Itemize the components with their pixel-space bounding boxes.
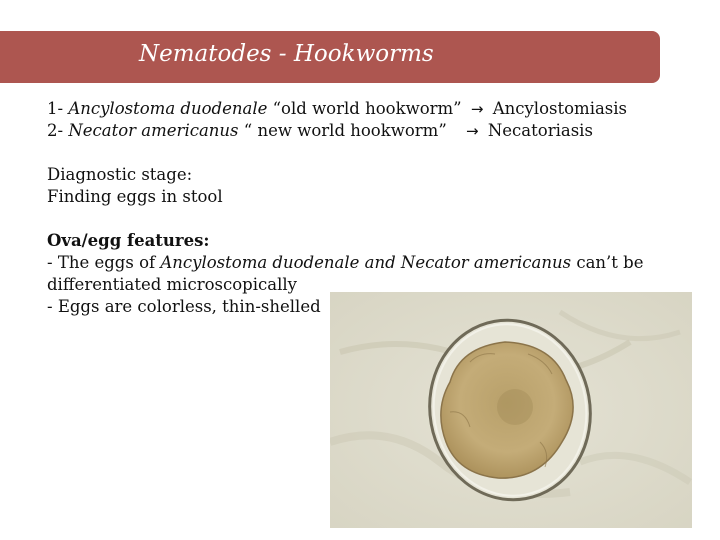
ova-heading: Ova/egg features: — [47, 231, 210, 250]
ova-bullet-1 — [47, 252, 687, 274]
species-disease: Necatoriasis — [487, 121, 593, 140]
species-common-name: “old world hookworm” — [272, 99, 462, 118]
right-arrow-icon: → — [470, 100, 484, 118]
ova-bullet-1-species: Ancylostoma duodenale and Necator americanus — [160, 253, 572, 272]
species-common-name: “ new world hookworm” — [243, 121, 447, 140]
hookworm-egg-micrograph — [330, 292, 692, 528]
species-line-1 — [47, 98, 687, 120]
right-arrow-icon: → — [466, 122, 479, 140]
ova-bullet-1-suffix: can’t be — [571, 253, 644, 272]
species-number: 2- — [47, 121, 64, 140]
species-line-2 — [47, 120, 687, 142]
ova-bullet-1-cont: differentiated microscopically — [47, 275, 297, 294]
species-name: Necator americanus — [68, 121, 239, 140]
species-disease: Ancylostomiasis — [492, 99, 628, 118]
ova-bullet-2: - Eggs are colorless, thin-shelled — [47, 297, 321, 316]
slide-title: Nematodes - Hookworms — [139, 41, 434, 67]
species-name: Ancylostoma duodenale — [68, 99, 268, 118]
species-number: 1- — [47, 99, 64, 118]
diagnostic-text: Finding eggs in stool — [47, 187, 223, 206]
slide-body — [47, 98, 687, 318]
ova-bullet-1-prefix: - The eggs of — [47, 253, 161, 272]
diagnostic-heading: Diagnostic stage: — [47, 165, 193, 184]
